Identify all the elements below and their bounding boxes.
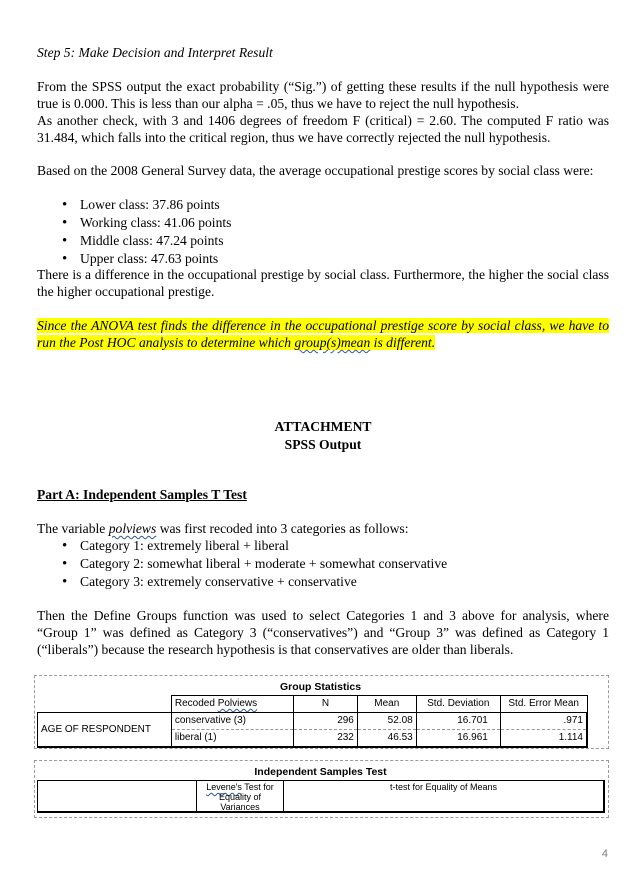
class-score-list	[62, 196, 231, 268]
header-sd: Std. Deviation	[416, 696, 500, 713]
intro-text-a: The variable	[37, 521, 109, 536]
row-label-age: AGE OF RESPONDENT	[38, 713, 172, 748]
list-item: • Lower class: 37.86 points	[62, 196, 231, 214]
paragraph-fcheck: As another check, with 3 and 1406 degrees of freedom F (critical) = 2.60. The computed F ratio was 31.484, which falls into the critical region, thus we have correctly rejected the null hypothesis.	[37, 113, 609, 145]
highlight-text-b: group(s)mean	[294, 335, 371, 350]
highlight-text-a: Since the ANOVA test finds the difference in the occupational prestige score by social class, we have to run the Post HOC analysis to determine which	[37, 318, 609, 350]
table-header-row	[38, 696, 588, 713]
list-item: • Working class: 41.06 points	[62, 214, 231, 232]
highlighted-note	[37, 317, 609, 351]
header-recoded-var: Polviews	[217, 698, 258, 709]
step5-heading: Step 5: Make Decision and Interpret Result	[37, 45, 273, 60]
levene-header	[196, 781, 284, 812]
category-list	[62, 537, 447, 591]
table-row	[38, 713, 588, 730]
parta-heading: Part A: Independent Samples T Test	[37, 487, 247, 502]
paragraph-survey: Based on the 2008 General Survey data, the average occupational prestige scores by social class were:	[37, 163, 594, 178]
cell-group: conservative (3)	[171, 713, 293, 730]
cell-mean: 46.53	[357, 730, 416, 748]
group-stats-table	[37, 695, 588, 748]
header-mean: Mean	[357, 696, 416, 713]
list-item: • Middle class: 47.24 points	[62, 232, 231, 250]
list-item: • Category 3: extremely conservative + conservative	[62, 573, 447, 591]
cell-se: .971	[500, 713, 587, 730]
paragraph-define-groups: Then the Define Groups function was used to select Categories 1 and 3 above for analysis, where “Group 1” was defined as Category 3 (“conservatives”) and “Group 3” was defined as Category 1 (“liberals”) because the research hypothesis is that conservatives are older than liberals.	[37, 608, 609, 657]
cell-n: 232	[294, 730, 358, 748]
cell-sd: 16.701	[416, 713, 500, 730]
ind-test-header	[37, 780, 605, 813]
attachment-subtitle: SPSS Output	[284, 437, 362, 452]
header-recoded-text: Recoded	[174, 698, 218, 709]
highlight-text-c: is different.	[370, 335, 436, 350]
levene-rest: Test for Equality of Variances	[218, 782, 274, 812]
group-stats-title: Group Statistics	[279, 681, 362, 693]
intro-text-b: was first recoded into 3 categories as follows:	[156, 521, 409, 536]
list-item: • Upper class: 47.63 points	[62, 250, 231, 268]
cell-sd: 16.961	[416, 730, 500, 748]
page-number: 4	[601, 848, 608, 860]
ttest-header: t-test for Equality of Means	[389, 782, 498, 792]
attachment-title: ATTACHMENT	[274, 419, 372, 434]
cell-mean: 52.08	[357, 713, 416, 730]
parta-intro	[37, 520, 609, 537]
cell-se: 1.114	[500, 730, 587, 748]
intro-variable: polviews	[108, 521, 157, 536]
paragraph-difference: There is a difference in the occupational prestige by social class. Furthermore, the higher the social class the higher occupational prestige.	[37, 267, 609, 299]
cell-group: liberal (1)	[171, 730, 293, 748]
header-recoded	[171, 696, 293, 713]
list-item: • Category 2: somewhat liberal + moderate + somewhat conservative	[62, 555, 447, 573]
levene-word: Levene's	[206, 782, 242, 792]
header-se: Std. Error Mean	[500, 696, 587, 713]
header-n: N	[294, 696, 358, 713]
list-item: • Category 1: extremely liberal + liberal	[62, 537, 447, 555]
table-cell-empty	[38, 696, 172, 713]
paragraph-sig: From the SPSS output the exact probability (“Sig.”) of getting these results if the null hypothesis were true is 0.000. This is less than our alpha = .05, thus we have to reject the null hypothesis.	[37, 79, 609, 111]
cell-n: 296	[294, 713, 358, 730]
ind-test-title: Independent Samples Test	[254, 766, 387, 778]
